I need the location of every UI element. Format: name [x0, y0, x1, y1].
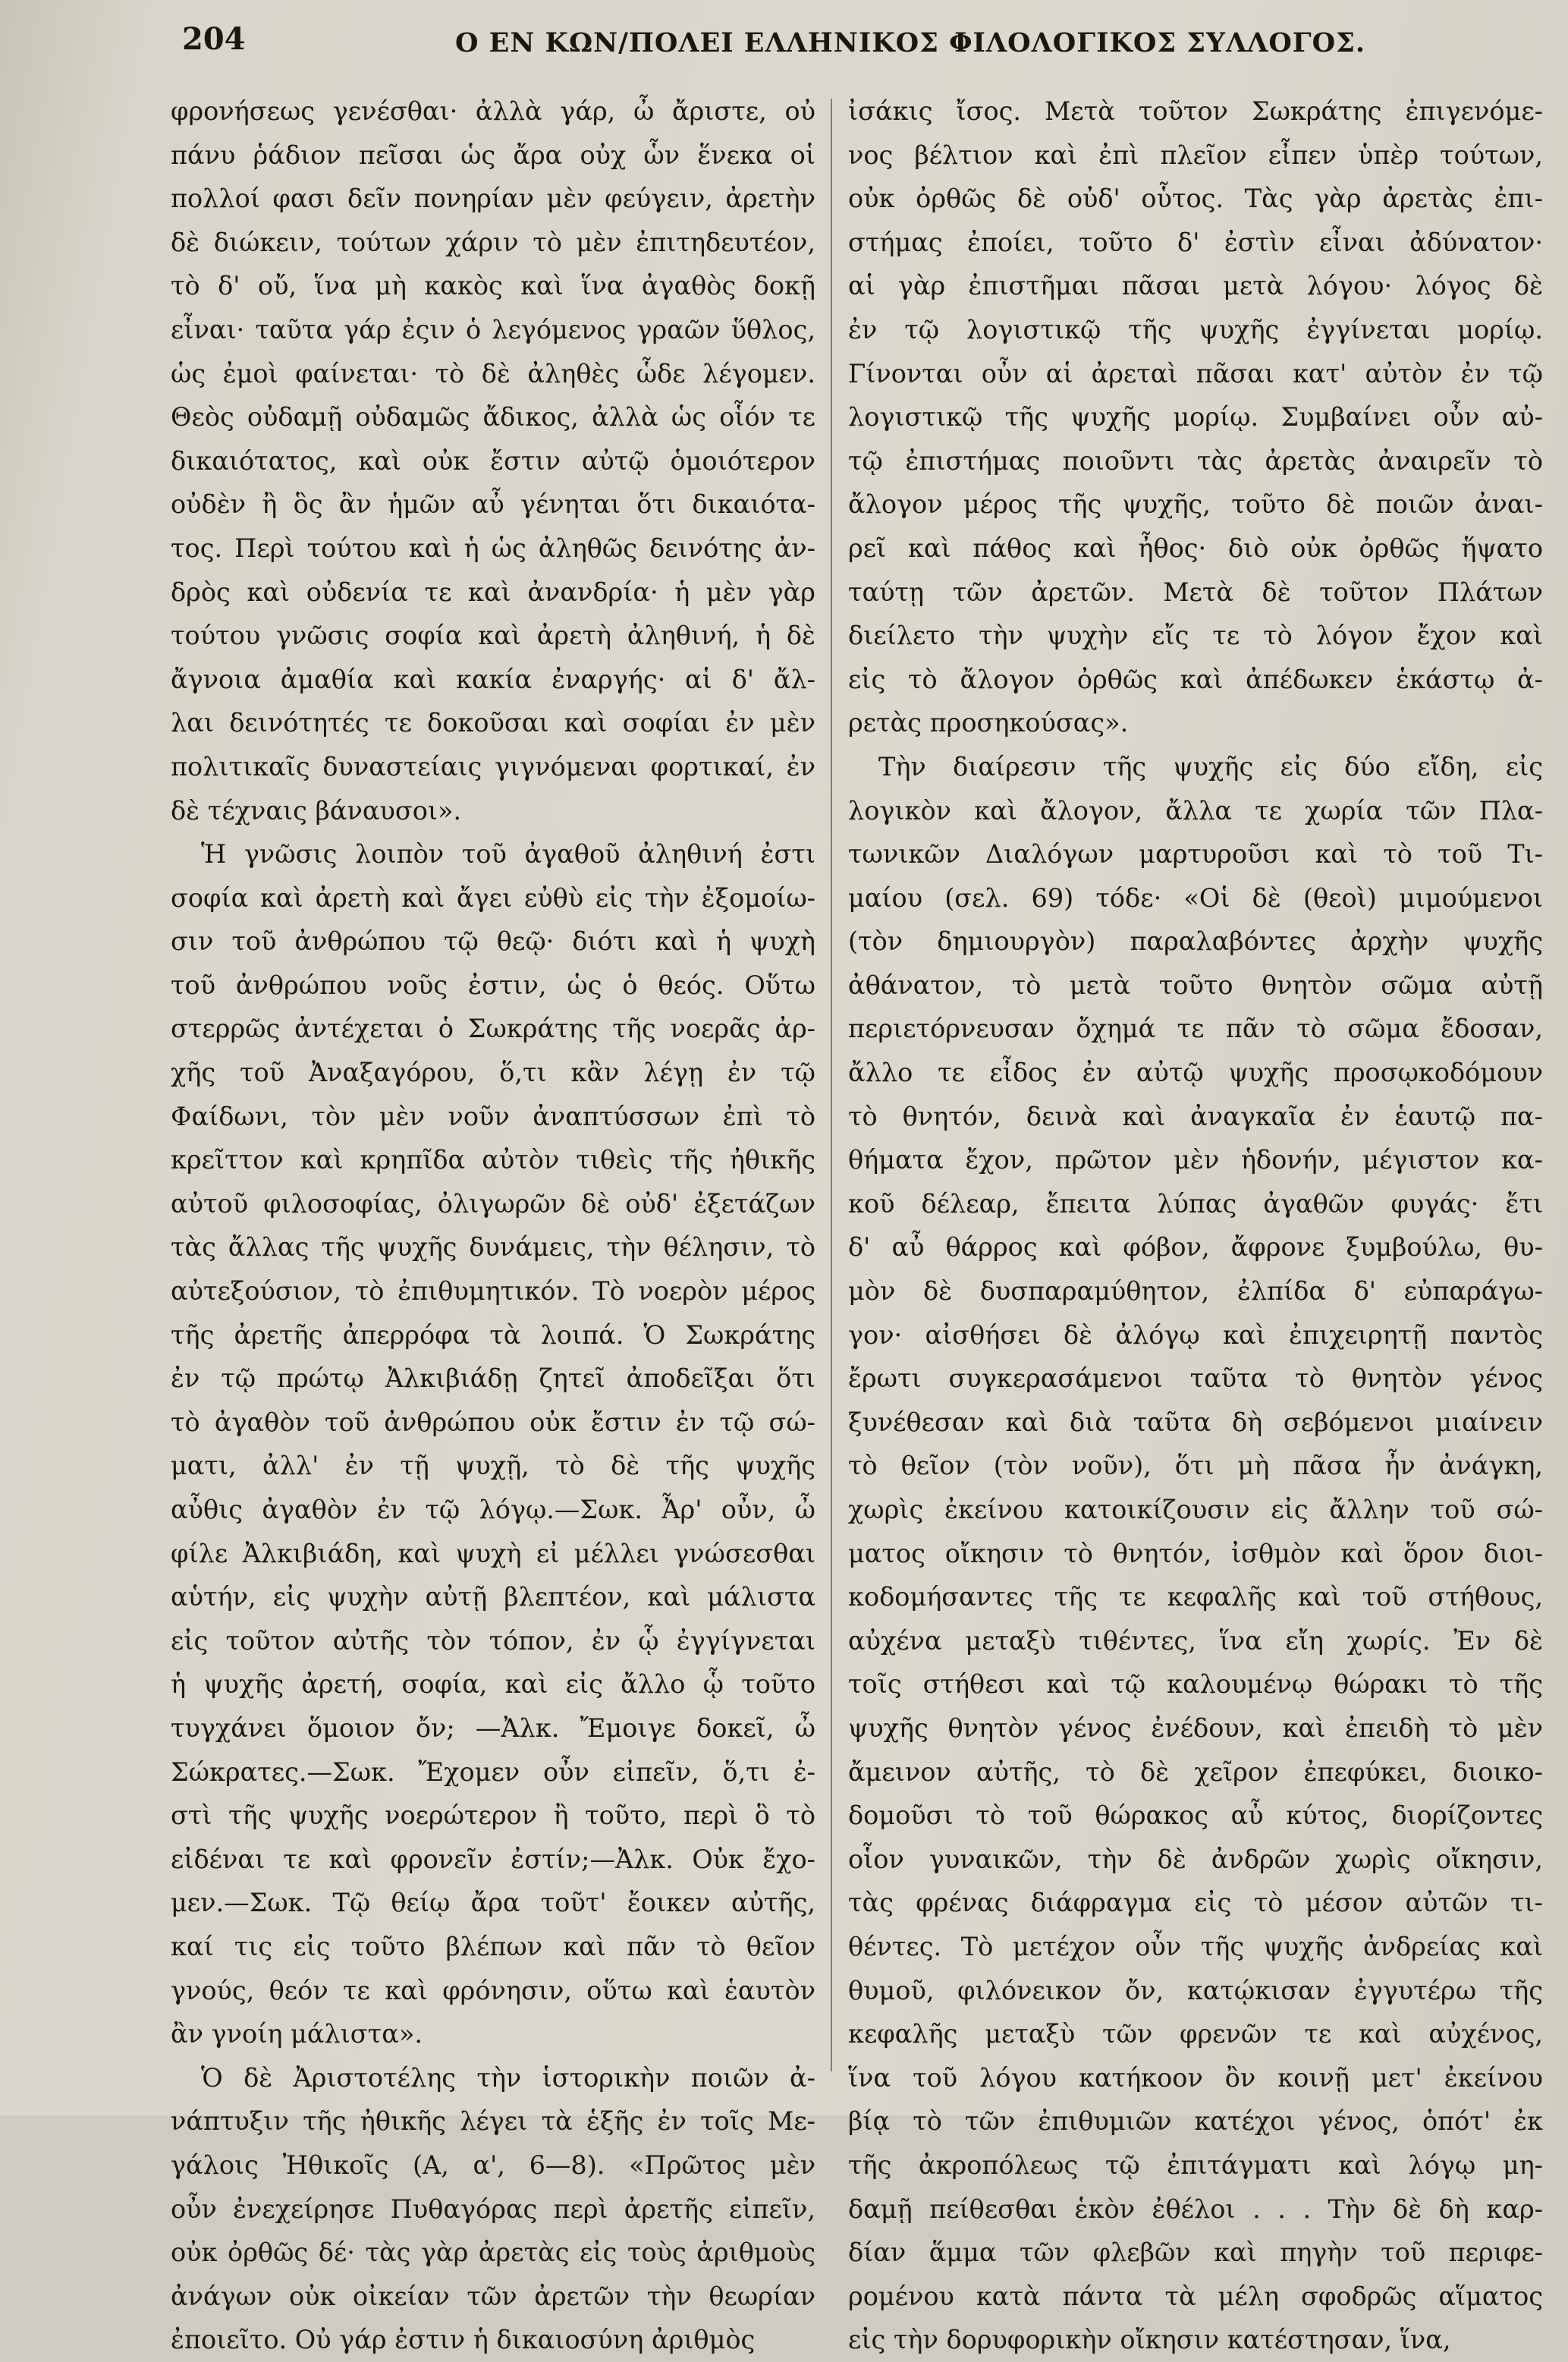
text-line: Γίνονται οὖν αἱ ἀρεταὶ πᾶσαι κατ' αὐτὸν ἐν τῷ	[848, 358, 1543, 388]
text-line: τὸ θνητόν, δεινὰ καὶ ἀναγκαῖα ἐν ἑαυτῷ πα-	[848, 1101, 1543, 1131]
text-line: ψυχῆς θνητὸν γένος ἐνέδουν, καὶ ἐπειδὴ τὸ μὲν	[848, 1713, 1543, 1743]
text-line: δ' αὖ θάρρος καὶ φόβον, ἄφρονε ξυμβούλω, θυ-	[848, 1232, 1543, 1263]
text-line: φίλε Ἀλκιβιάδη, καὶ ψυχὴ εἰ μέλλει γνώσεσθαι	[171, 1538, 815, 1568]
text-line: γον· αἰσθήσει δὲ ἀλόγῳ καὶ ἐπιχειρητῇ παντὸς	[848, 1319, 1543, 1350]
text-line: δὲ διώκειν, τούτων χάριν τὸ μὲν ἐπιτηδευτέον,	[171, 227, 815, 257]
text-line: Θεὸς οὐδαμῇ οὐδαμῶς ἄδικος, ἀλλὰ ὡς οἷόν τε	[171, 402, 815, 432]
text-line: δίαν ἅμμα τῶν φλεβῶν καὶ πηγὴν τοῦ περιφε-	[848, 2238, 1543, 2268]
text-line: ἄγνοια ἀμαθία καὶ κακία ἐναργής· αἱ δ' ἄλ-	[171, 664, 815, 694]
text-line: μαίου (σελ. 69) τόδε· «Οἱ δὲ (θεοὶ) μιμούμενοι	[848, 882, 1543, 913]
text-line: ἡ ψυχῆς ἀρετή, σοφία, καὶ εἰς ἄλλο ᾧ τοῦτο	[171, 1669, 815, 1700]
text-line: καί τις εἰς τοῦτο βλέπων καὶ πᾶν τὸ θεῖον	[171, 1931, 815, 1961]
text-line: λογικὸν καὶ ἄλογον, ἄλλα τε χωρία τῶν Πλα-	[848, 795, 1543, 826]
text-line: ἂν γνοίη μάλιστα».	[171, 2019, 423, 2049]
text-line: οἷον γυναικῶν, τὴν δὲ ἀνδρῶν χωρὶς οἴκησιν,	[848, 1844, 1543, 1874]
text-line: Ἡ γνῶσις λοιπὸν τοῦ ἀγαθοῦ ἀληθινή ἐστι	[201, 839, 815, 870]
text-line: ἐν τῷ λογιστικῷ τῆς ψυχῆς ἐγγίνεται μορίῳ.	[848, 314, 1543, 344]
text-line: αἱ γὰρ ἐπιστῆμαι πᾶσαι μετὰ λόγου· λόγος δὲ	[848, 271, 1543, 301]
text-line: τὸ ἀγαθὸν τοῦ ἀνθρώπου οὐκ ἔστιν ἐν τῷ σώ-	[171, 1407, 815, 1437]
text-line: σιν τοῦ ἀνθρώπου τῷ θεῷ· διότι καὶ ἡ ψυχὴ	[171, 926, 815, 957]
text-line: δικαιότατος, καὶ οὐκ ἔστιν αὐτῷ ὁμοιότερον	[171, 445, 815, 476]
paragraph	[848, 90, 1543, 745]
text-line: βίᾳ τὸ τῶν ἐπιθυμιῶν κατέχοι γένος, ὁπότ' ἐκ	[848, 2106, 1543, 2137]
text-line: ρομένου κατὰ πάντα τὰ μέλη σφοδρῶς αἵματος	[848, 2281, 1543, 2311]
column-divider	[831, 99, 832, 2071]
text-line: τυγχάνει ὅμοιον ὄν; —Ἀλκ. Ἔμοιγε δοκεῖ, ὦ	[171, 1713, 815, 1743]
paragraph	[848, 745, 1543, 2362]
text-line: χῆς τοῦ Ἀναξαγόρου, ὅ,τι κἂν λέγῃ ἐν τῷ	[171, 1058, 815, 1088]
text-line: νάπτυξιν τῆς ἠθικῆς λέγει τὰ ἑξῆς ἐν τοῖς Με-	[171, 2106, 815, 2137]
text-line: θέντες. Τὸ μετέχον οὖν τῆς ψυχῆς ἀνδρείας καὶ	[848, 1931, 1543, 1961]
text-line: στερρῶς ἀντέχεται ὁ Σωκράτης τῆς νοερᾶς ἀρ-	[171, 1014, 815, 1044]
text-line: αὑτήν, εἰς ψυχὴν αὐτῇ βλεπτέον, καὶ μάλιστα	[171, 1582, 815, 1612]
text-line: δαμῇ πείθεσθαι ἑκὸν ἐθέλοι . . . Τὴν δὲ δὴ καρ-	[848, 2194, 1543, 2224]
text-line: ἐποιεῖτο. Οὐ γάρ ἐστιν ἡ δικαιοσύνη ἀριθμὸς	[171, 2325, 756, 2355]
text-line: στήμας ἐποίει, τοῦτο δ' ἐστὶν εἶναι ἀδύνατον·	[848, 227, 1543, 257]
text-line: ταύτῃ τῶν ἀρετῶν. Μετὰ δὲ τοῦτον Πλάτων	[848, 577, 1543, 607]
text-line: τος. Περὶ τούτου καὶ ἡ ὡς ἀληθῶς δεινότης ἀν-	[171, 533, 815, 563]
text-line: ἰσάκις ἴσος. Μετὰ τοῦτον Σωκράτης ἐπιγενόμε-	[848, 96, 1543, 126]
text-line: οὐκ ὀρθῶς δέ· τὰς γὰρ ἀρετὰς εἰς τοὺς ἀριθμοὺς	[171, 2238, 815, 2268]
text-line: ἄμεινον αὐτῆς, τὸ δὲ χεῖρον ἐπεφύκει, διοικο-	[848, 1757, 1543, 1787]
text-line: πάνυ ῥάδιον πεῖσαι ὡς ἄρα οὐχ ὧν ἕνεκα οἱ	[171, 140, 815, 170]
text-line: οὐδὲν ἢ ὃς ἂν ἡμῶν αὖ γένηται ὅτι δικαιότα-	[171, 489, 815, 520]
text-line: δρὸς καὶ οὐδενία τε καὶ ἀνανδρία· ἡ μὲν γὰρ	[171, 577, 815, 607]
text-line: πολιτικαῖς δυναστείαις γιγνόμεναι φορτικαί, ἐν	[171, 751, 815, 782]
text-line: ματος οἴκησιν τὸ θνητόν, ἰσθμὸν καὶ ὅρον διοι-	[848, 1538, 1543, 1568]
paragraph	[171, 90, 815, 832]
text-line: ἀθάνατον, τὸ μετὰ τοῦτο θνητὸν σῶμα αὐτῇ	[848, 970, 1543, 1000]
text-line: αὐτοῦ φιλοσοφίας, ὀλιγωρῶν δὲ οὐδ' ἐξετάζων	[171, 1188, 815, 1219]
text-line: γνούς, θεόν τε καὶ φρόνησιν, οὕτω καὶ ἑαυτὸν	[171, 1975, 815, 2005]
text-line: κρεῖττον καὶ κρηπῖδα αὐτὸν τιθεὶς τῆς ἠθικῆς	[171, 1145, 815, 1175]
text-line: τῆς ἀρετῆς ἀπερρόφα τὰ λοιπά. Ὁ Σωκράτης	[171, 1319, 815, 1350]
text-line: λογιστικῷ τῆς ψυχῆς μορίῳ. Συμβαίνει οὖν αὐ-	[848, 402, 1543, 432]
text-line: στὶ τῆς ψυχῆς νοερώτερον ἢ τοῦτο, περὶ ὃ τὸ	[171, 1801, 815, 1831]
text-line: δομοῦσι τὸ τοῦ θώρακος αὖ κύτος, διορίζοντες	[848, 1801, 1543, 1831]
text-line: εἰς τὸ ἄλογον ὀρθῶς καὶ ἀπέδωκεν ἑκάστῳ ἀ-	[848, 664, 1543, 694]
text-line: περιετόρνευσαν ὄχημά τε πᾶν τὸ σῶμα ἔδοσαν,	[848, 1014, 1543, 1044]
text-line: ἄλογον μέρος τῆς ψυχῆς, τοῦτο δὲ ποιῶν ἀναι-	[848, 489, 1543, 520]
text-line: χωρὶς ἐκείνου κατοικίζουσιν εἰς ἄλλην τοῦ σώ-	[848, 1495, 1543, 1524]
page-number: 204	[182, 21, 246, 57]
paragraph	[171, 832, 815, 2056]
paragraph	[171, 2056, 815, 2362]
text-line: μεν.—Σωκ. Τῷ θείῳ ἄρα τοῦτ' ἔοικεν αὐτῆς,	[171, 1888, 815, 1918]
text-line: μὸν δὲ δυσπαραμύθητον, ἐλπίδα δ' εὐπαράγω-	[848, 1276, 1543, 1307]
text-line: οὐκ ὀρθῶς δὲ οὐδ' οὗτος. Τὰς γὰρ ἀρετὰς ἐπι-	[848, 184, 1543, 214]
text-line: αὖθις ἀγαθὸν ἐν τῷ λόγῳ.—Σωκ. Ἆρ' οὖν, ὦ	[171, 1495, 815, 1524]
text-line: ἄλλο τε εἶδος ἐν αὐτῷ ψυχῆς προσῳκοδόμουν	[848, 1058, 1543, 1088]
running-title: Ο ΕΝ ΚΩΝ/ΠΟΛΕΙ ΕΛΛΗΝΙΚΟΣ ΦΙΛΟΛΟΓΙΚΟΣ ΣΥΛΛΟΓΟΣ.	[455, 27, 1366, 58]
text-line: αὐχένα μεταξὺ τιθέντες, ἵνα εἴη χωρίς. Ἐν δὲ	[848, 1625, 1543, 1656]
text-line: κοδομήσαντες τῆς τε κεφαλῆς καὶ τοῦ στήθους,	[848, 1582, 1543, 1612]
text-line: (τὸν δημιουργὸν) παραλαβόντες ἀρχὴν ψυχῆς	[848, 926, 1543, 957]
text-line: Ὁ δὲ Ἀριστοτέλης τὴν ἱστορικὴν ποιῶν ἀ-	[201, 2062, 815, 2093]
text-line: οὖν ἐνεχείρησε Πυθαγόρας περὶ ἀρετῆς εἰπεῖν,	[171, 2194, 815, 2224]
text-line: τοῦ ἀνθρώπου νοῦς ἐστιν, ὡς ὁ θεός. Οὕτω	[171, 970, 815, 1000]
text-line: πολλοί φασι δεῖν πονηρίαν μὲν φεύγειν, ἀρετὴν	[171, 184, 815, 214]
text-line: τὰς ἄλλας τῆς ψυχῆς δυνάμεις, τὴν θέλησιν, τὸ	[171, 1232, 815, 1263]
text-line: ὡς ἐμοὶ φαίνεται· τὸ δὲ ἀληθὲς ὧδε λέγομεν.	[171, 358, 815, 388]
text-line: νος βέλτιον καὶ ἐπὶ πλεῖον εἶπεν ὑπὲρ τούτων,	[848, 140, 1543, 170]
text-line: δὲ τέχναις βάναυσοι».	[171, 795, 462, 826]
text-line: ματι, ἀλλ' ἐν τῇ ψυχῇ, τὸ δὲ τῆς ψυχῆς	[171, 1451, 815, 1481]
text-line: τὸ θεῖον (τὸν νοῦν), ὅτι μὴ πᾶσα ἦν ἀνάγκη,	[848, 1451, 1543, 1481]
text-line: σοφία καὶ ἀρετὴ καὶ ἄγει εὐθὺ εἰς τὴν ἐξομοίω-	[171, 882, 815, 913]
text-line: ρετὰς προσηκούσας».	[848, 708, 1129, 738]
right-column	[848, 90, 1543, 2362]
text-line: διείλετο τὴν ψυχὴν εἴς τε τὸ λόγον ἔχον καὶ	[848, 621, 1543, 651]
text-line: αὐτεξούσιον, τὸ ἐπιθυμητικόν. Τὸ νοερὸν μέρος	[171, 1276, 815, 1307]
text-line: εἰδέναι τε καὶ φρονεῖν ἐστίν;—Ἀλκ. Οὐκ ἔχο-	[171, 1844, 815, 1874]
text-line: λαι δεινότητές τε δοκοῦσαι καὶ σοφίαι ἐν μὲν	[171, 708, 815, 738]
text-line: τωνικῶν Διαλόγων μαρτυροῦσι καὶ τὸ τοῦ Τι-	[848, 839, 1543, 870]
text-line: ἀνάγων οὐκ οἰκείαν τῶν ἀρετῶν τὴν θεωρίαν	[171, 2281, 815, 2311]
text-line: θυμοῦ, φιλόνεικον ὄν, κατῴκισαν ἐγγυτέρω τῆς	[848, 1975, 1543, 2005]
page-header	[182, 21, 1563, 82]
text-line: τὸ δ' οὔ, ἵνα μὴ κακὸς καὶ ἵνα ἀγαθὸς δοκῇ	[171, 271, 815, 301]
text-line: ἐν τῷ πρώτῳ Ἀλκιβιάδῃ ζητεῖ ἀποδεῖξαι ὅτι	[171, 1363, 815, 1394]
text-line: τούτου γνῶσις σοφία καὶ ἀρετὴ ἀληθινή, ἡ δὲ	[171, 621, 815, 651]
text-line: εἰς τὴν δορυφορικὴν οἴκησιν κατέστησαν, ἵνα,	[848, 2325, 1451, 2355]
text-line: Φαίδωνι, τὸν μὲν νοῦν ἀναπτύσσων ἐπὶ τὸ	[171, 1101, 815, 1131]
text-line: Τὴν διαίρεσιν τῆς ψυχῆς εἰς δύο εἴδη, εἰς	[878, 751, 1543, 782]
text-line: ξυνέθεσαν καὶ διὰ ταῦτα δὴ σεβόμενοι μιαίνειν	[848, 1407, 1543, 1437]
text-line: Σώκρατες.—Σωκ. Ἔχομεν οὖν εἰπεῖν, ὅ,τι ἐ-	[171, 1757, 815, 1787]
text-line: εἶναι· ταῦτα γάρ ἐςιν ὁ λεγόμενος γραῶν ὕθλος,	[171, 314, 815, 344]
text-line: τῆς ἀκροπόλεως τῷ ἐπιτάγματι καὶ λόγῳ μη-	[848, 2150, 1543, 2180]
left-column	[171, 90, 815, 2362]
text-line: ρεῖ καὶ πάθος καὶ ἦθος· διὸ οὐκ ὀρθῶς ἥψατο	[848, 533, 1543, 563]
text-line: ἔρωτι συγκερασάμενοι ταῦτα τὸ θνητὸν γένος	[848, 1363, 1543, 1394]
text-line: τοῖς στήθεσι καὶ τῷ καλουμένῳ θώρακι τὸ τῆς	[848, 1669, 1543, 1700]
text-line: κοῦ δέλεαρ, ἔπειτα λύπας ἀγαθῶν φυγάς· ἔτι	[848, 1188, 1543, 1219]
text-line: θήματα ἔχον, πρῶτον μὲν ἡδονήν, μέγιστον κα-	[848, 1145, 1543, 1175]
text-line: ἵνα τοῦ λόγου κατήκοον ὂν κοινῇ μετ' ἐκείνου	[848, 2062, 1543, 2093]
text-line: τὰς φρένας διάφραγμα εἰς τὸ μέσον αὐτῶν τι-	[848, 1888, 1543, 1918]
text-line: γάλοις Ἠθικοῖς (Α, α', 6—8). «Πρῶτος μὲν	[171, 2150, 815, 2180]
text-line: κεφαλῆς μεταξὺ τῶν φρενῶν τε καὶ αὐχένος,	[848, 2019, 1543, 2049]
text-line: φρονήσεως γενέσθαι· ἀλλὰ γάρ, ὦ ἄριστε, οὐ	[171, 96, 815, 126]
text-line: εἰς τοῦτον αὐτῆς τὸν τόπον, ἐν ᾧ ἐγγίγνεται	[171, 1625, 815, 1656]
text-line: τῷ ἐπιστήμας ποιοῦντι τὰς ἀρετὰς ἀναιρεῖν τὸ	[848, 445, 1543, 476]
